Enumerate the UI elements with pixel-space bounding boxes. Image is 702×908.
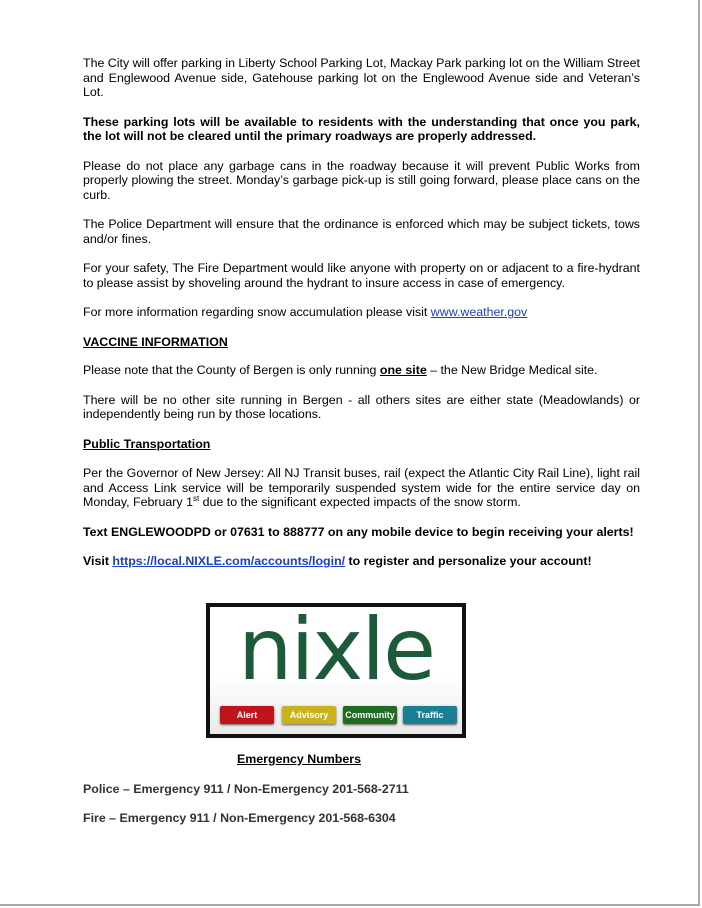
- transport-text-suffix: due to the significant expected impacts of the snow storm.: [199, 495, 521, 509]
- nixle-visit-paragraph: [83, 554, 640, 569]
- weather-text: For more information regarding snow accumulation please visit: [83, 305, 431, 319]
- police-paragraph: The Police Department will ensure that the ordinance is enforced which may be subject tickets, tows and/or fines.: [83, 217, 640, 246]
- vaccine-note-suffix: – the New Bridge Medical site.: [426, 363, 598, 377]
- parking-paragraph: The City will offer parking in Liberty School Parking Lot, Mackay Park parking lot on the William Street and Englewood Avenue side, Gatehouse parking lot on the Englewood Avenue side and Veteran’s Lot.: [83, 56, 640, 99]
- nixle-advisory-button: Advisory: [282, 706, 336, 724]
- vaccine-heading: VACCINE INFORMATION: [83, 334, 228, 349]
- vaccine-other-sites: There will be no other site running in Bergen - all others sites are either state (Meadowlands) or independently being run by those locations.: [83, 392, 640, 421]
- vaccine-note: [83, 363, 640, 378]
- visit-prefix: Visit: [83, 554, 113, 568]
- weather-paragraph: [83, 305, 640, 320]
- emergency-numbers-title: Emergency Numbers: [237, 752, 361, 766]
- transport-text: Per the Governor of New Jersey: All NJ Transit buses, rail (expect the Atlantic City Rail Line), light rail and Access Link service will be temporarily suspended system wide for the entire service day on Monday, February 1: [83, 466, 640, 509]
- vaccine-note-prefix: Please note that the County of Bergen is only running: [83, 363, 380, 377]
- nixle-community-button: Community: [343, 706, 397, 724]
- fire-hydrant-paragraph: For your safety, The Fire Department would like anyone with property on or adjacent to a fire-hydrant to please assist by shoveling around the hydrant to insure access in case of emergency.: [83, 261, 640, 290]
- nixle-logo-text: nixle: [237, 607, 435, 700]
- transport-paragraph: [83, 466, 640, 510]
- parking-notice: These parking lots will be available to residents with the understanding that once you park, the lot will not be cleared until the primary roadways are properly addressed.: [83, 114, 640, 143]
- transport-heading: Public Transportation: [83, 436, 211, 451]
- nixle-logo-panel: [210, 607, 462, 734]
- nixle-traffic-button: Traffic: [403, 706, 457, 724]
- nixle-login-link[interactable]: https://local.NIXLE.com/accounts/login/: [112, 554, 346, 568]
- police-numbers: Police – Emergency 911 / Non-Emergency 201-568-2711: [83, 782, 409, 796]
- transport-sup: st: [192, 493, 200, 503]
- nixle-alert-button: Alert: [220, 706, 274, 724]
- nixle-logo-image: [206, 603, 466, 738]
- garbage-paragraph: Please do not place any garbage cans in the roadway because it will prevent Public Works from properly plowing the street. Monday’s garbage pick-up is still going forward, please place cans on the curb.: [83, 158, 640, 202]
- document-body: [83, 56, 640, 584]
- text-alert-paragraph: Text ENGLEWOODPD or 07631 to 888777 on any mobile device to begin receiving your alerts!: [83, 524, 634, 539]
- fire-numbers: Fire – Emergency 911 / Non-Emergency 201-568-6304: [83, 811, 396, 825]
- visit-suffix: to register and personalize your account!: [345, 554, 592, 568]
- vaccine-note-emphasis: one site: [379, 363, 427, 377]
- nixle-wordmark: [218, 607, 454, 703]
- weather-link[interactable]: www.weather.gov: [430, 305, 528, 319]
